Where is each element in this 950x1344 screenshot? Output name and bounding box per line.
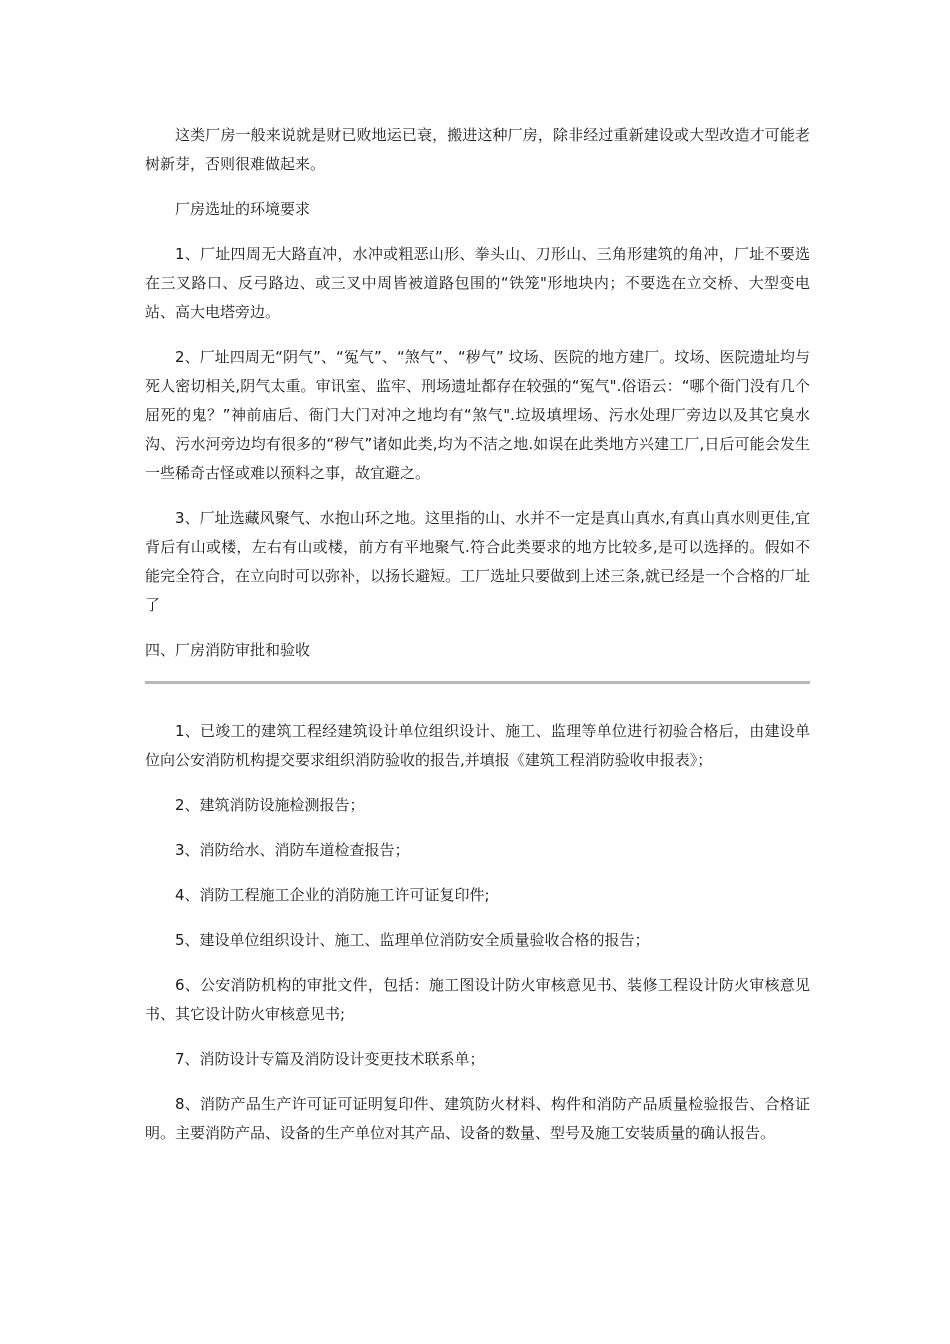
document-page	[145, 121, 810, 1164]
env-requirements-heading: 厂房选址的环境要求	[175, 200, 311, 218]
acceptance-item-8: 8、消防产品生产许可证可证明复印件、建筑防火材料、构件和消防产品质量检验报告、合格证明。主要消防产品、设备的生产单位对其产品、设备的数量、型号及施工安装质量的确认报告。	[145, 1095, 810, 1142]
requirement-paragraph-1: 1、厂址四周无大路直冲，水冲或粗恶山形、拳头山、刀形山、三角形建筑的角冲，厂址不要选在三叉路口、反弓路边、或三叉中周皆被道路包围的“铁笼"形地块内；不要选在立交桥、大型变电站、高大电塔旁边。	[145, 245, 810, 321]
acceptance-item-6: 6、公安消防机构的审批文件，包括：施工图设计防火审核意见书、装修工程设计防火审核意见书、其它设计防火审核意见书;	[145, 976, 810, 1023]
section-title: 四、厂房消防审批和验收	[145, 641, 311, 659]
acceptance-item-1: 1、已竣工的建筑工程经建筑设计单位组织设计、施工、监理等单位进行初验合格后，由建设单位向公安消防机构提交要求组织消防验收的报告,并填报《建筑工程消防验收申报表》；	[145, 722, 810, 769]
requirement-paragraph-3: 3、厂址选藏风聚气、水抱山环之地。这里指的山、水并不一定是真山真水,有真山真水则更佳,宜背后有山或楼，左右有山或楼，前方有平地聚气.符合此类要求的地方比较多,是可以选择的。假如不能完全符合，在立向时可以弥补，以扬长避短。工厂选址只要做到上述三条,就已经是一个合格的厂址了	[145, 509, 810, 614]
acceptance-item-7: 7、消防设计专篇及消防设计变更技术联系单；	[175, 1050, 485, 1068]
acceptance-item-3: 3、消防给水、消防车道检查报告；	[175, 841, 410, 859]
intro-paragraph: 这类厂房一般来说就是财已败地运已衰，搬进这种厂房，除非经过重新建设或大型改造才可能老树新芽，否则很难做起来。	[145, 126, 810, 173]
section-divider	[145, 681, 810, 684]
acceptance-item-4: 4、消防工程施工企业的消防施工许可证复印件;	[175, 886, 490, 904]
requirement-paragraph-2: 2、厂址四周无“阴气”、“冤气”、“煞气”、“秽气” 坟场、医院的地方建厂。坟场、医院遗址均与死人密切相关,阴气太重。审讯室、监牢、刑场遗址都存在较强的“冤气".俗语云：“哪个衙门没有几个屈死的鬼？”神前庙后、衙门大门对冲之地均有“煞气".垃圾填埋场、污水处理厂旁边以及其它臭水沟、污水河旁边均有很多的“秽气”诸如此类,均为不洁之地.如误在此类地方兴建工厂,日后可能会发生一些稀奇古怪或难以预料之事，故宜避之。	[145, 348, 810, 482]
acceptance-item-2: 2、建筑消防设施检测报告；	[175, 796, 365, 814]
acceptance-item-5: 5、建设单位组织设计、施工、监理单位消防安全质量验收合格的报告；	[175, 931, 650, 949]
